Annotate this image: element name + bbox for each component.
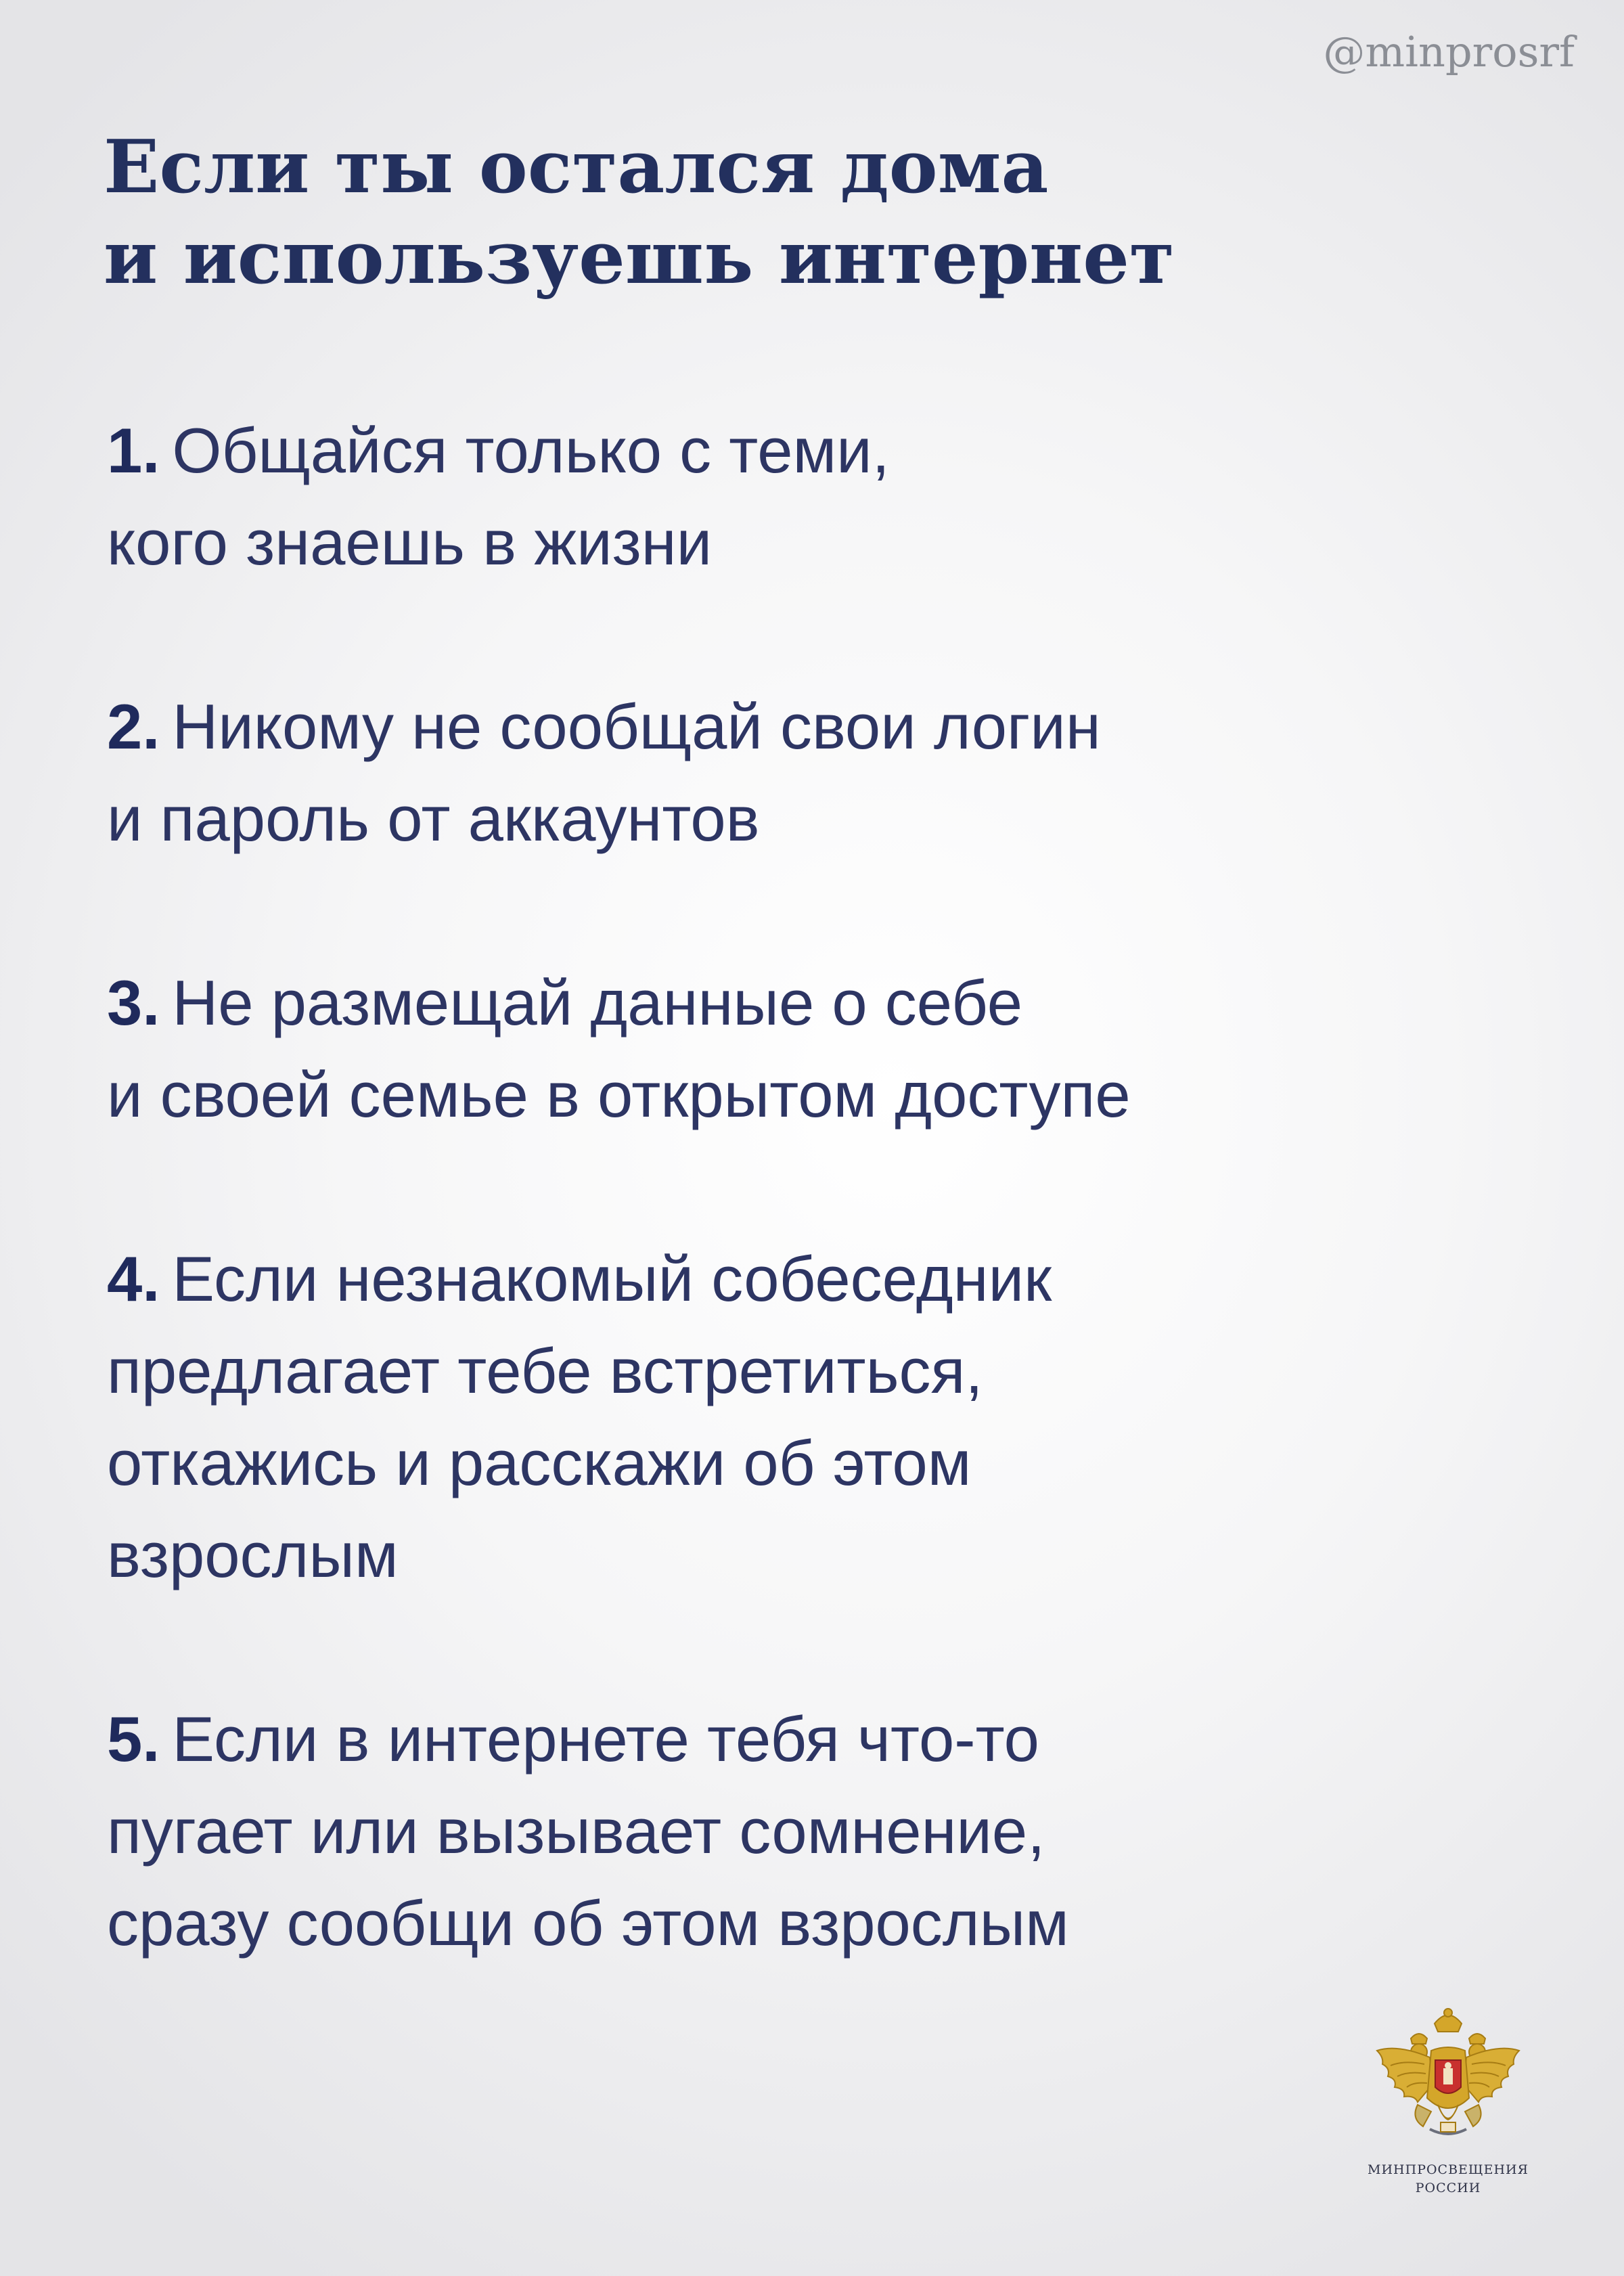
social-handle: @minprosrf bbox=[1323, 27, 1575, 76]
tip-number: 5. bbox=[107, 1703, 160, 1775]
tip-text: Никому не сообщай свои логин bbox=[172, 691, 1101, 762]
tip-text: сразу сообщи об этом взрослым bbox=[107, 1888, 1069, 1959]
title-line: Если ты остался дома bbox=[104, 125, 1049, 210]
tip-text: Если незнакомый собеседник bbox=[172, 1243, 1052, 1314]
tip-number: 4. bbox=[107, 1243, 160, 1314]
tip-item-1 bbox=[107, 405, 1393, 589]
tip-line bbox=[107, 1693, 1393, 1785]
tip-item-4 bbox=[107, 1233, 1393, 1601]
poster-title bbox=[104, 122, 1389, 303]
tips-list bbox=[107, 405, 1393, 1969]
tip-line bbox=[107, 1233, 1393, 1325]
tip-text: пугает или вызывает сомнение, bbox=[107, 1795, 1045, 1867]
tip-text: откажись и расскажи об этом bbox=[107, 1427, 972, 1498]
tip-line bbox=[107, 681, 1393, 773]
logo-caption: МИНПРОСВЕЩЕНИЯ bbox=[1368, 2162, 1529, 2177]
tip-text: взрослым bbox=[107, 1519, 399, 1590]
double-headed-eagle-emblem-icon bbox=[1370, 2003, 1526, 2152]
tip-text: и своей семье в открытом доступе bbox=[107, 1059, 1131, 1130]
tip-item-3 bbox=[107, 957, 1393, 1141]
tip-text: и пароль от аккаунтов bbox=[107, 783, 760, 854]
tip-line bbox=[107, 957, 1393, 1049]
tip-text: Если в интернете тебя что-то bbox=[172, 1703, 1039, 1775]
tip-text: кого знаешь в жизни bbox=[107, 507, 713, 578]
logo-caption: РОССИИ bbox=[1415, 2181, 1481, 2195]
tip-item-2 bbox=[107, 681, 1393, 865]
tip-text: Общайся только с теми, bbox=[172, 415, 890, 486]
title-line: и используешь интернет bbox=[104, 215, 1175, 300]
tip-item-5 bbox=[107, 1693, 1393, 1969]
tip-number: 3. bbox=[107, 967, 160, 1038]
tip-text: Не размещай данные о себе bbox=[172, 967, 1023, 1038]
tip-number: 2. bbox=[107, 691, 160, 762]
ministry-logo bbox=[1340, 2003, 1556, 2206]
tip-number: 1. bbox=[107, 415, 160, 486]
tip-line bbox=[107, 405, 1393, 497]
tip-text: предлагает тебе встретиться, bbox=[107, 1335, 983, 1406]
